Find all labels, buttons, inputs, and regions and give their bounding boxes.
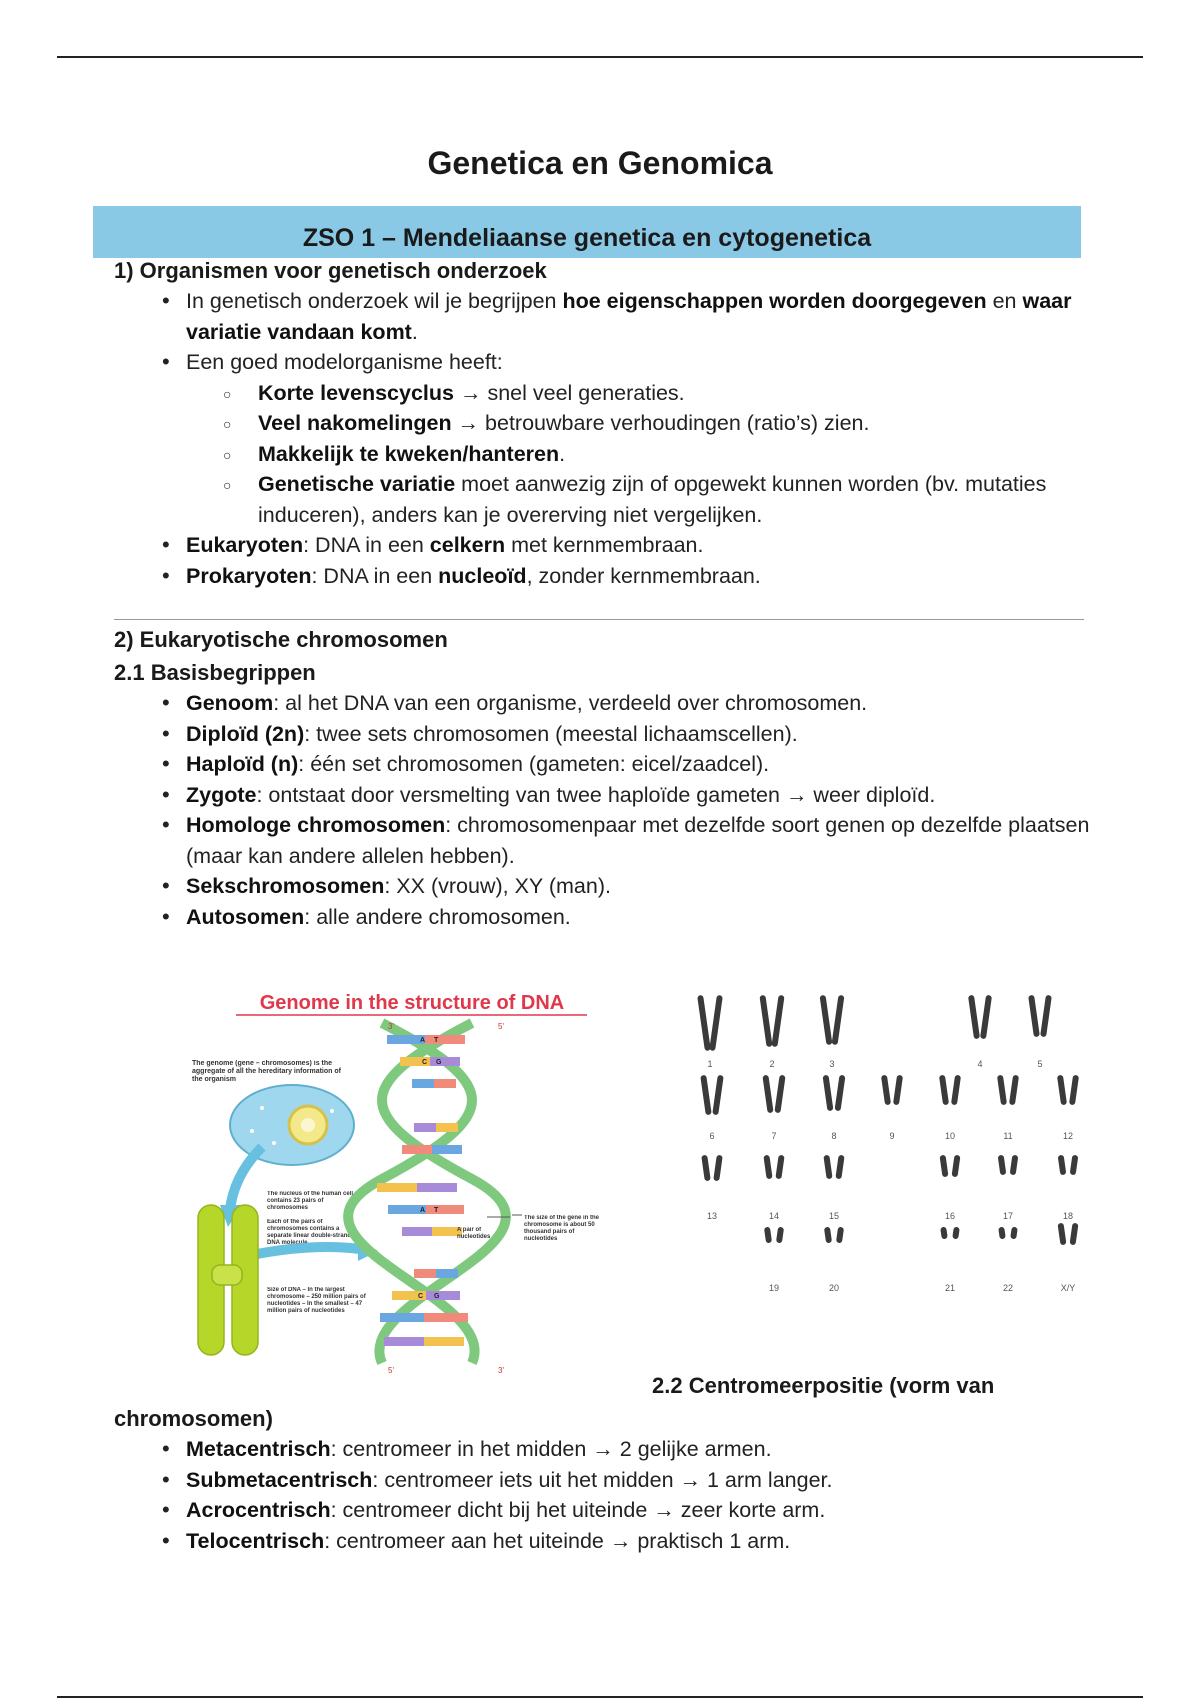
svg-text:G: G [434, 1293, 440, 1300]
svg-text:A: A [420, 1037, 426, 1044]
end-label: 5' [498, 1022, 504, 1031]
svg-text:T: T [434, 1207, 439, 1214]
karyotype-label: 19 [768, 1283, 780, 1293]
list-item: • Metacentrisch: centromeer in het midden → 2 gelijke armen. [114, 1434, 1094, 1465]
list-item: • Homologe chromosomen: chromosomenpaar met dezelfde soort genen op dezelfde plaatsen (maar kan andere allelen hebben). [114, 810, 1094, 871]
section-chromosomen [114, 627, 1094, 932]
karyotype-label: 17 [1002, 1211, 1014, 1221]
karyotype-label: 7 [771, 1131, 777, 1141]
caption-pairs: Each of the pairs of chromosomes contains a separate linear double-stranded DNA molecule [267, 1219, 359, 1246]
end-label: 3' [388, 1022, 394, 1031]
karyotype-label: 22 [1002, 1283, 1014, 1293]
caption-size: Size of DNA – In the largest chromosome – 250 million pairs of nucleotides – In the smallest – 47 million pairs of nucleotides [267, 1287, 366, 1314]
section-heading: 2) Eukaryotische chromosomen [114, 627, 448, 652]
list-item: • Autosomen: alle andere chromosomen. [114, 902, 1094, 933]
section-banner-label: ZSO 1 – Mendeliaanse genetica en cytogenetica [302, 224, 872, 252]
list-item: • Zygote: ontstaat door versmelting van twee haploïde gameten → weer diploïd. [114, 780, 1094, 811]
svg-text:C: C [418, 1293, 424, 1300]
caption-genome: The genome (gene – chromosomes) is the aggregate of all the hereditary information of the organism [192, 1060, 341, 1083]
svg-text:G: G [436, 1059, 442, 1066]
karyotype-label: 6 [709, 1131, 715, 1141]
figure-title: Genome in the structure of DNA [259, 992, 565, 1014]
section-banner [93, 206, 1081, 258]
sub-list-item: ○ Veel nakomelingen → betrouwbare verhoudingen (ratio’s) zien. [186, 408, 1094, 439]
svg-text:C: C [422, 1059, 428, 1066]
karyotype-label: 16 [944, 1211, 956, 1221]
sub-list [186, 378, 1094, 531]
list-item: • Eukaryoten: DNA in een celkern met kernmembraan. [114, 530, 1094, 561]
karyotype-figure [660, 975, 1110, 1325]
document-title: Genetica en Genomica [427, 145, 773, 181]
karyotype-label: 18 [1062, 1211, 1074, 1221]
caption-gene: The size of the gene in the chromosome is about 50 thousand pairs of nucleotides [524, 1215, 600, 1242]
karyotype-label: 20 [828, 1283, 840, 1293]
section-organismen [114, 258, 1094, 591]
top-rule [57, 56, 1143, 58]
karyotype-label: 5 [1037, 1059, 1043, 1069]
bullet-list [114, 1434, 1094, 1556]
subsection-heading: chromosomen) [114, 1406, 273, 1431]
genome-dna-figure [152, 965, 630, 1377]
karyotype-label: 15 [828, 1211, 840, 1221]
svg-text:A: A [420, 1207, 426, 1214]
karyotype-label: 13 [706, 1211, 718, 1221]
karyotype-label: 21 [944, 1283, 956, 1293]
subsection-heading: 2.1 Basisbegrippen [114, 660, 316, 685]
karyotype-label: X/Y [1060, 1283, 1076, 1293]
list-item: • Diploïd (2n): twee sets chromosomen (meestal lichaamscellen). [114, 719, 1094, 750]
sub-list-item: ○ Genetische variatie moet aanwezig zijn of opgewekt kunnen worden (bv. mutaties induceren), anders kan je overerving niet vergelijken. [186, 469, 1094, 530]
list-item: • Sekschromosomen: XX (vrouw), XY (man). [114, 871, 1094, 902]
section-divider [114, 619, 1084, 620]
karyotype-label: 12 [1062, 1131, 1074, 1141]
list-item: • Submetacentrisch: centromeer iets uit het midden → 1 arm langer. [114, 1465, 1094, 1496]
karyotype-label: 3 [829, 1059, 835, 1069]
list-item: • Telocentrisch: centromeer aan het uiteinde → praktisch 1 arm. [114, 1526, 1094, 1557]
sub-list-item: ○ Makkelijk te kweken/hanteren. [186, 439, 1094, 470]
karyotype-label: 14 [768, 1211, 780, 1221]
list-item: • Acrocentrisch: centromeer dicht bij het uiteinde → zeer korte arm. [114, 1495, 1094, 1526]
section-heading: 1) Organismen voor genetisch onderzoek [114, 258, 547, 283]
caption-pair: A pair of nucleotides [457, 1227, 491, 1240]
karyotype-label: 9 [889, 1131, 895, 1141]
karyotype-label: 4 [977, 1059, 983, 1069]
karyotype-label: 11 [1003, 1131, 1013, 1141]
bullet-list [114, 688, 1094, 932]
sub-list-item: ○ Korte levenscyclus → snel veel generaties. [186, 378, 1094, 409]
list-item: • Genoom: al het DNA van een organisme, verdeeld over chromosomen. [114, 688, 1094, 719]
bottom-rule [57, 1696, 1143, 1698]
caption-nucleus: The nucleus of the human cell contains 23 pairs of chromosomes [267, 1191, 354, 1211]
karyotype-label: 8 [831, 1131, 837, 1141]
karyotype-label: 2 [769, 1059, 775, 1069]
bullet-list [114, 286, 1094, 591]
subsection-centromeer-heading-a: 2.2 Centromeerpositie (vorm van [652, 1373, 995, 1398]
section-centromeer [114, 1406, 1094, 1556]
karyotype-label: 10 [944, 1131, 956, 1141]
list-item: • Prokaryoten: DNA in een nucleoïd, zonder kernmembraan. [114, 561, 1094, 592]
karyotype-label: 1 [707, 1059, 713, 1069]
end-label: 3' [498, 1366, 504, 1375]
list-item: • Haploïd (n): één set chromosomen (gameten: eicel/zaadcel). [114, 749, 1094, 780]
end-label: 5' [388, 1366, 394, 1375]
list-item: • In genetisch onderzoek wil je begrijpen hoe eigenschappen worden doorgegeven en waar variatie vandaan komt. [114, 286, 1094, 347]
svg-text:T: T [434, 1037, 439, 1044]
list-item: • Een goed modelorganisme heeft: ○ Korte levenscyclus → snel veel generaties. ○ Veel nakomelingen → betrouwbare verhoudingen (ratio’s) zien. ○ Makkelijk te kweken/hanteren. ○ Genetische variatie moet aanwezig zijn of opgewekt kunnen worden (bv. mutaties induceren), anders kan je overerving niet vergelijken. [114, 347, 1094, 530]
